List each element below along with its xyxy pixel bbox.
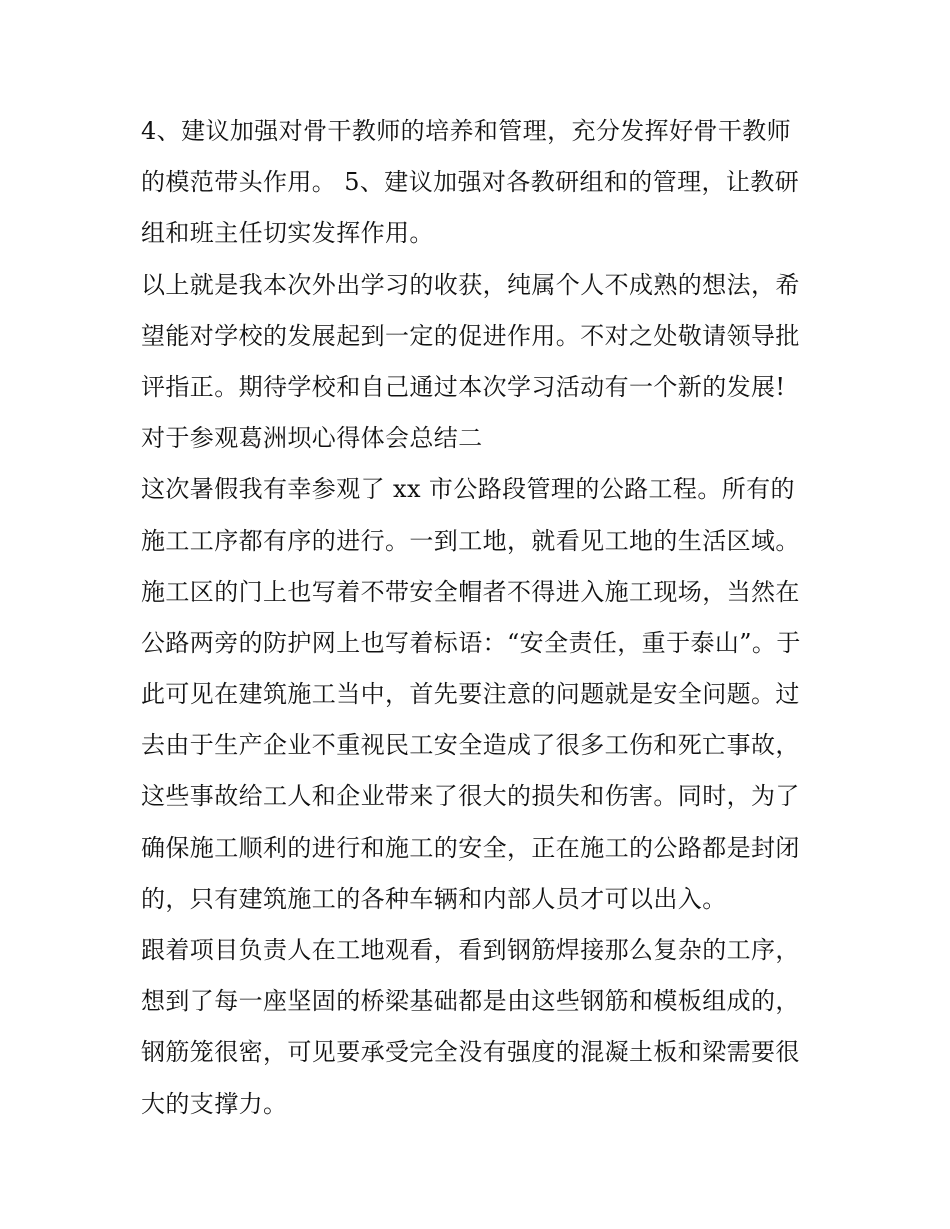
text-line: 公路两旁的防护网上也写着标语：“安全责任，重于泰山”。于 — [141, 628, 801, 657]
text-line: 望能对学校的发展起到一定的促进作用。不对之处敬请领导批 — [141, 321, 800, 350]
text-line: 这些事故给工人和企业带来了很大的损失和伤害。同时，为了 — [141, 782, 800, 811]
text-line: 此可见在建筑施工当中，首先要注意的问题就是安全问题。过 — [141, 680, 800, 709]
text-line: 想到了每一座坚固的桥梁基础都是由这些钢筋和模板组成的， — [141, 987, 800, 1016]
text-line: 钢筋笼很密，可见要承受完全没有强度的混凝土板和梁需要很 — [141, 1038, 800, 1067]
text-line: 评指正。期待学校和自己通过本次学习活动有一个新的发展! — [141, 372, 786, 401]
text-line: 以上就是我本次外出学习的收获，纯属个人不成熟的想法，希 — [141, 270, 800, 299]
text-line: 确保施工顺利的进行和施工的安全，正在施工的公路都是封闭 — [141, 833, 800, 862]
text-line: 大的支撑力。 — [141, 1089, 288, 1118]
text-line: 这次暑假我有幸参观了 xx 市公路段管理的公路工程。所有的 — [141, 475, 795, 504]
section-heading: 对于参观葛洲坝心得体会总结二 — [141, 424, 483, 453]
document-body — [141, 106, 821, 1130]
text-line: 施工区的门上也写着不带安全帽者不得进入施工现场，当然在 — [141, 577, 800, 606]
text-line: 组和班主任切实发挥作用。 — [141, 219, 434, 248]
text-line: 去由于生产企业不重视民工安全造成了很多工伤和死亡事故， — [141, 731, 800, 760]
text-line: 4、建议加强对骨干教师的培养和管理，充分发挥好骨干教师 — [141, 117, 792, 145]
text-line: 施工工序都有序的进行。一到工地，就看见工地的生活区域。 — [141, 526, 800, 555]
text-line: 的模范带头作用。 5、建议加强对各教研组和的管理，让教研 — [141, 168, 800, 197]
text-line: 的，只有建筑施工的各种车辆和内部人员才可以出入。 — [141, 884, 727, 913]
text-line: 跟着项目负责人在工地观看，看到钢筋焊接那么复杂的工序， — [141, 936, 800, 964]
